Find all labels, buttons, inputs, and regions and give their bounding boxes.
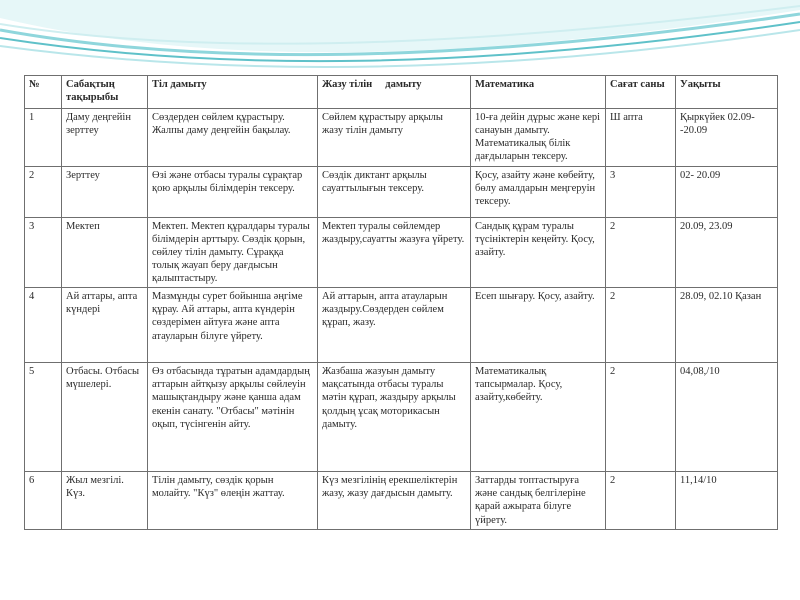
cell-math: Есеп шығару. Қосу, азайту. xyxy=(471,288,606,363)
cell-math: Математикалық тапсырмалар. Қосу, азайту,көбейту. xyxy=(471,363,606,472)
cell-math: Сандық құрам туралы түсініктерін кеңейту. Қосу, азайту. xyxy=(471,217,606,288)
cell-no: 6 xyxy=(25,472,62,530)
cell-writing: Сөздік диктант арқылы сауаттылығын тексеру. xyxy=(318,166,471,217)
cell-no: 3 xyxy=(25,217,62,288)
table-row xyxy=(25,288,778,363)
cell-hours: 2 xyxy=(606,217,676,288)
cell-math: Қосу, азайту және көбейту, бөлу амалдарын меңгеруін тексеру. xyxy=(471,166,606,217)
cell-language: Сөздерден сөйлем құрастыру. Жалпы даму деңгейін бақылау. xyxy=(148,109,318,167)
cell-topic: Зерттеу xyxy=(62,166,148,217)
table-header-row xyxy=(25,76,778,109)
header-time: Уақыты xyxy=(676,76,778,109)
cell-hours: 2 xyxy=(606,472,676,530)
cell-time: 20.09, 23.09 xyxy=(676,217,778,288)
header-math: Математика xyxy=(471,76,606,109)
table-row xyxy=(25,217,778,288)
cell-no: 1 xyxy=(25,109,62,167)
cell-writing: Күз мезгілінің ерекшеліктерін жазу, жазу дағдысын дамыту. xyxy=(318,472,471,530)
header-language: Тіл дамыту xyxy=(148,76,318,109)
cell-language: Мектеп. Мектеп құралдары туралы білімдерін арттыру. Сөздік қорын, сөйлеу тілін дамыту. Сұраққа толық жауап беру дағдысын қалыптастыру. xyxy=(148,217,318,288)
cell-language: Мазмұнды сурет бойынша әңгіме құрау. Ай аттары, апта күндерін сөздерімен айтуға және апта атауларын білуге үйрету. xyxy=(148,288,318,363)
lesson-plan-table-container xyxy=(24,75,777,530)
cell-hours: Ш апта xyxy=(606,109,676,167)
header-hours: Сағат саны xyxy=(606,76,676,109)
cell-topic: Жыл мезгілі. Күз. xyxy=(62,472,148,530)
cell-time: 28.09, 02.10 Қазан xyxy=(676,288,778,363)
cell-writing: Жазбаша жазуын дамыту мақсатында отбасы туралы мәтін құрап, жаздыру арқылы қолдың ұсақ моторикасын дамыту. xyxy=(318,363,471,472)
cell-topic: Ай аттары, апта күндері xyxy=(62,288,148,363)
cell-math: Заттарды топтастыруға және сандық белгілеріне қарай ажырата білуге үйрету. xyxy=(471,472,606,530)
cell-writing: Мектеп туралы сөйлемдер жаздыру,сауатты жазуға үйрету. xyxy=(318,217,471,288)
lesson-plan-table xyxy=(24,75,778,530)
table-row xyxy=(25,363,778,472)
decorative-wave-header xyxy=(0,0,800,80)
cell-time: Қыркүйек 02.09- -20.09 xyxy=(676,109,778,167)
cell-writing: Ай аттарын, апта атауларын жаздыру.Сөздерден сөйлем құрап, жазу. xyxy=(318,288,471,363)
table-row xyxy=(25,166,778,217)
cell-no: 2 xyxy=(25,166,62,217)
cell-no: 4 xyxy=(25,288,62,363)
cell-hours: 3 xyxy=(606,166,676,217)
table-row xyxy=(25,472,778,530)
cell-topic: Даму деңгейін зерттеу xyxy=(62,109,148,167)
cell-writing: Сөйлем құрастыру арқылы жазу тілін дамыту xyxy=(318,109,471,167)
table-row xyxy=(25,109,778,167)
cell-hours: 2 xyxy=(606,363,676,472)
header-topic: Сабақтың тақырыбы xyxy=(62,76,148,109)
wave-band-1 xyxy=(0,0,800,52)
cell-topic: Отбасы. Отбасы мүшелері. xyxy=(62,363,148,472)
cell-language: Өзі және отбасы туралы сұрақтар қою арқылы білімдерін тексеру. xyxy=(148,166,318,217)
cell-math: 10-ға дейін дұрыс және кері санауын дамыту. Математикалық білік дағдыларын тексеру. xyxy=(471,109,606,167)
cell-time: 11,14/10 xyxy=(676,472,778,530)
cell-time: 04,08,/10 xyxy=(676,363,778,472)
cell-language: Тілін дамыту, сөздік қорын молайту. "Күз" өлеңін жаттау. xyxy=(148,472,318,530)
cell-topic: Мектеп xyxy=(62,217,148,288)
cell-language: Өз отбасында тұратын адамдардың аттарын айтқызу арқылы сөйлеуін машықтандыру және қанша адам екенін санату. "Отбасы" мәтінін оқып, түсінгенін айту. xyxy=(148,363,318,472)
cell-time: 02- 20.09 xyxy=(676,166,778,217)
header-writing: Жазу тілін дамыту xyxy=(318,76,471,109)
header-no: № xyxy=(25,76,62,109)
cell-no: 5 xyxy=(25,363,62,472)
cell-hours: 2 xyxy=(606,288,676,363)
